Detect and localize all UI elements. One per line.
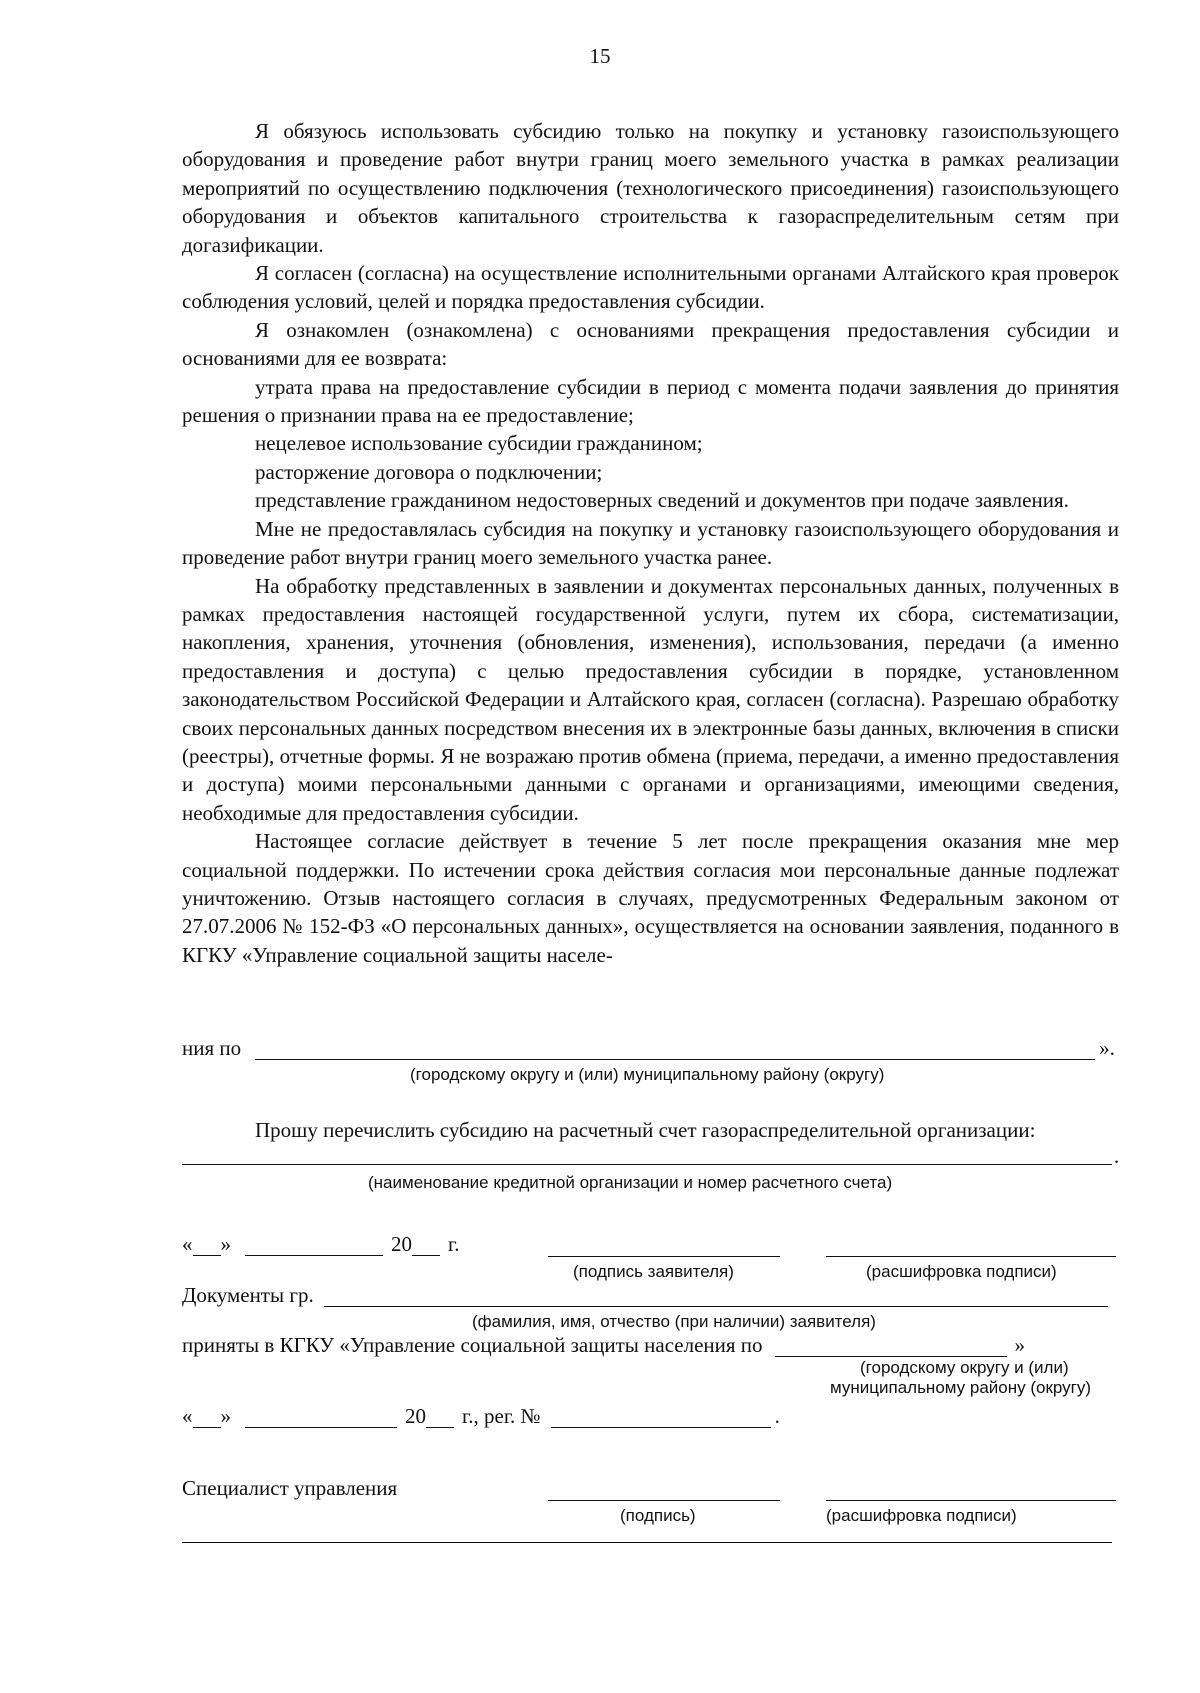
accepted-text: приняты в КГКУ «Управление социальной защиты населения по	[182, 1333, 763, 1357]
reg-end: .	[774, 1404, 780, 1428]
bottom-rule	[182, 1542, 1112, 1543]
paragraph: Я согласен (согласна) на осуществление исполнительными органами Алтайского края проверок соблюдения условий, целей и порядка предоставления субсидии.	[182, 261, 1119, 314]
transfer-end: .	[1114, 1144, 1120, 1168]
applicant-signature-caption: (подпись заявителя)	[573, 1262, 734, 1281]
registration-date	[182, 1404, 780, 1428]
applicant-decode-caption: (расшифровка подписи)	[866, 1262, 1057, 1281]
paragraph: нецелевое использование субсидии гражданином;	[255, 431, 703, 456]
accepted-caption-2: муниципальному району (округу)	[830, 1378, 1092, 1397]
page-number: 15	[589, 44, 611, 68]
applicant-decode-field[interactable]	[826, 1256, 1116, 1257]
documents-caption: (фамилия, имя, отчество (при наличии) заявителя)	[472, 1312, 876, 1331]
district-suffix: ».	[1099, 1036, 1115, 1060]
day-field[interactable]	[193, 1405, 221, 1428]
year-prefix: 20	[405, 1404, 426, 1428]
date-close-quote: »	[220, 1404, 231, 1428]
documents-line	[182, 1283, 1108, 1307]
specialist-signature-caption: (подпись)	[620, 1506, 696, 1525]
paragraph: Мне не предоставлялась субсидия на покупку и установку газоиспользующего оборудования и проведение работ внутри границ моего земельного участка ранее.	[182, 516, 1119, 570]
accepted-line	[182, 1333, 1025, 1357]
bank-account-field[interactable]	[182, 1164, 1112, 1165]
paragraph: представление гражданином недостоверных сведений и документов при подаче заявления.	[255, 488, 1069, 513]
district-prefix: ния по	[182, 1036, 242, 1060]
date-open-quote: «	[182, 1404, 193, 1428]
application-date	[182, 1232, 460, 1256]
paragraph: Я обязуюсь использовать субсидию только на покупку и установку газоиспользующего оборудования и проведение работ внутри границ моего земельного участка в рамках реализации мероприятий по осуществлению подключения (технологического присоединения) газоиспользующего оборудования и объектов капитального строительства к газораспределительным сетям при догазификации.	[182, 119, 1119, 257]
applicant-name-field[interactable]	[324, 1284, 1108, 1307]
year-suffix: г.	[448, 1232, 460, 1256]
specialist-decode-caption: (расшифровка подписи)	[826, 1506, 1017, 1525]
month-field[interactable]	[245, 1233, 383, 1256]
date-open-quote: «	[182, 1232, 193, 1256]
specialist-label: Специалист управления	[182, 1476, 398, 1500]
paragraph: Настоящее согласие действует в течение 5 лет после прекращения оказания мне мер социальной поддержки. По истечении срока действия согласия мои персональные данные подлежат уничтожению. Отзыв настоящего согласия в случаях, предусмотренных Федеральным законом от 27.07.2006 № 152-ФЗ «О персональных данных», осуществляется на основании заявления, поданного в КГКУ «Управление социальной защиты населе-	[182, 829, 1119, 967]
district-caption: (городскому округу и (или) муниципальному району (округу)	[410, 1065, 885, 1084]
body-text	[182, 117, 1119, 969]
year-prefix: 20	[391, 1232, 412, 1256]
specialist-decode-field[interactable]	[826, 1500, 1116, 1501]
accepted-close: »	[1014, 1333, 1026, 1357]
accepted-caption-1: (городскому округу и (или)	[860, 1358, 1069, 1377]
documents-label: Документы гр.	[182, 1283, 314, 1307]
district-field[interactable]	[255, 1037, 1095, 1060]
paragraph: расторжение договора о подключении;	[255, 459, 603, 484]
paragraph: утрата права на предоставление субсидии в период с момента подачи заявления до принятия решения о признании права на ее предоставление;	[182, 374, 1119, 428]
year-field[interactable]	[412, 1233, 440, 1256]
bank-caption: (наименование кредитной организации и номер расчетного счета)	[368, 1173, 893, 1192]
day-field[interactable]	[193, 1233, 221, 1256]
date-close-quote: »	[220, 1232, 231, 1256]
applicant-signature-field[interactable]	[548, 1256, 780, 1257]
paragraph: Я ознакомлен (ознакомлена) с основаниями прекращения предоставления субсидии и основаниями для ее возврата:	[182, 317, 1119, 371]
year-field[interactable]	[426, 1405, 454, 1428]
reg-number-field[interactable]	[551, 1405, 771, 1428]
reg-label: г., рег. №	[462, 1404, 541, 1428]
specialist-signature-field[interactable]	[548, 1500, 780, 1501]
paragraph: На обработку представленных в заявлении и документах персональных данных, полученных в рамках предоставления настоящей государственной услуги, путем их сбора, систематизации, накопления, хранения, уточнения (обновления, изменения), использования, передачи (а именно предоставления и доступа) с целью предоставления субсидии в порядке, установленном законодательством Российской Федерации и Алтайского края, согласен (согласна). Разрешаю обработку своих персональных данных посредством внесения их в электронные базы данных, включения в списки (реестры), отчетные формы. Я не возражаю против обмена (приема, передачи, а именно предоставления и доступа) моими персональными данными с органами и организациями, имеющими сведения, необходимые для предоставления субсидии.	[182, 573, 1119, 825]
transfer-request: Прошу перечислить субсидию на расчетный счет газораспределительной организации:	[255, 1118, 1036, 1142]
month-field[interactable]	[245, 1405, 397, 1428]
accepted-district-field[interactable]	[775, 1334, 1007, 1357]
district-line	[182, 1036, 1119, 1060]
